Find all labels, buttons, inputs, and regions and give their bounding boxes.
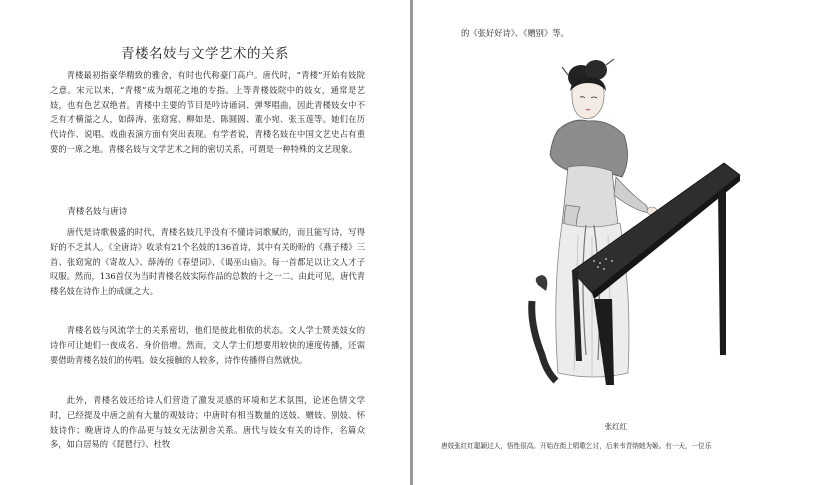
body-paragraph: 青楼名妓与风流学士的关系密切，他们是彼此相依的状态。文人学士赞美妓女的诗作可让她们一夜成名、身价倍增。然而，文人学士们想要用较快的速度传播，还需要借助青楼名妓们的传唱。妓女接触的人较多，诗作传播得自然就快。 — [50, 325, 365, 365]
intro-paragraph: 青楼最初指豪华精致的雅舍，有时也代称豪门高户。唐代时，“青楼”开始有妓院之意。宋元以来，“青楼”成为烟花之地的专指。上等青楼妓院中的妓女，通常是艺妓，也有色艺双绝者。青楼中主要的节目是吟诗诵词、弹琴唱曲，因此青楼妓女中不乏有才横溢之人，如薛涛、张窈窕、柳如是、陈圆圆、董小宛、张玉莲等。她们在历代诗作、说唱、戏曲表演方面有突出表现。有学者说，青楼名妓在中国文艺史占有重要的一席之地。青楼名妓与文学艺术之间的密切关系，可谓是一种特殊的文艺现象。 — [50, 70, 365, 154]
body-paragraph: 此外，青楼名妓还给诗人们营造了激发灵感的环境和艺术氛围，论述色情文学时，已经提及中唐之前有大量的观妓诗；中唐时有相当数量的送妓、赠妓、别妓、怀妓诗作；晚唐诗人的作品更与妓女无法割舍关系。唐代与妓女有关的诗作，名篇众多，如白居易的《琵琶行》、杜牧 — [50, 395, 365, 450]
caption-text: 唐妓张红红聪颖过人，悟性很高。开始在街上唱歌乞讨，后来韦青纳她为姬。有一天，一位乐 — [441, 442, 712, 450]
body-paragraph: 唐代是诗歌极盛的时代，青楼名妓几乎没有不懂诗词歌赋的，而且能写诗，写得好的不乏其人。《全唐诗》收录有21个名妓的136首诗，其中有关盼盼的《燕子楼》三首、张窈窕的《寄故人》、薛涛的《春望词》、《谒巫山庙》。每一首都足以让文人才子叹服。然而，136首仅为当时青楼名妓实际作品的总数的十之一二。由此可见，唐代青楼名妓在诗作上的成就之大。 — [50, 227, 365, 297]
right-page — [413, 0, 819, 485]
woman-playing-zither-illustration — [528, 55, 743, 390]
continued-text: 的《张好好诗》、《赠别》等。 — [461, 28, 569, 38]
section-heading: 青楼名妓与唐诗 — [67, 207, 128, 217]
chapter-title: 青楼名妓与文学艺术的关系 — [121, 46, 289, 62]
figure-caption: 张红红 — [604, 422, 628, 431]
